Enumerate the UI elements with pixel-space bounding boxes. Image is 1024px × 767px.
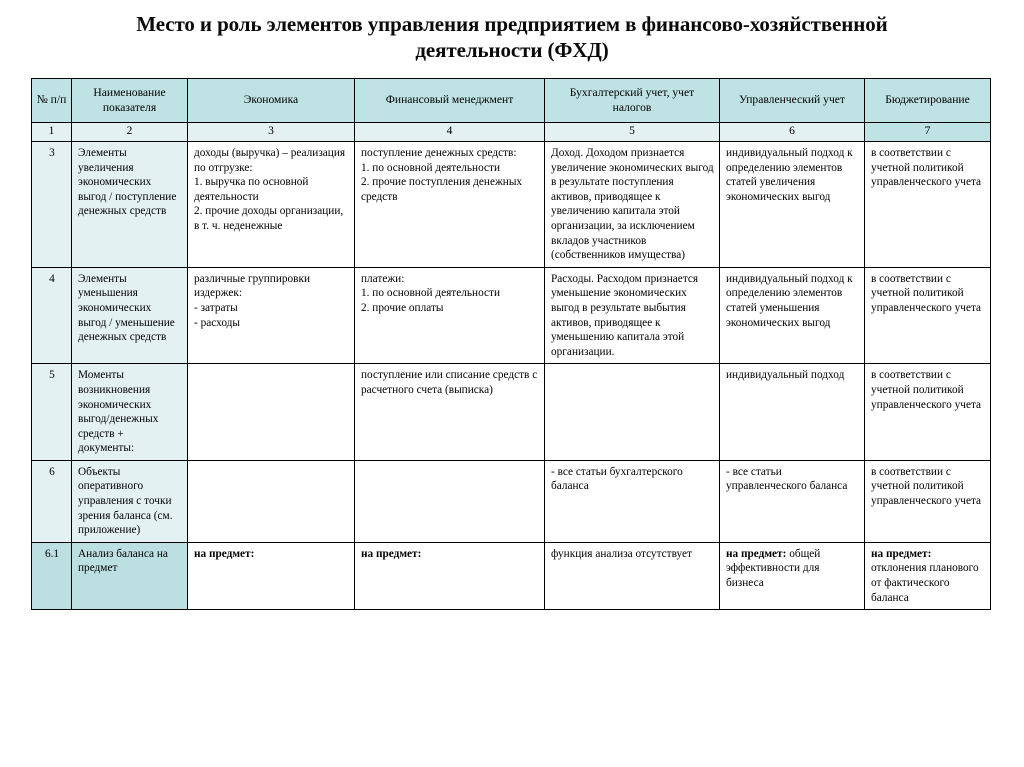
column-header-accounting: Бухгалтерский учет, учет налогов — [545, 79, 720, 123]
comparison-table-container — [31, 78, 990, 610]
cell-accounting: функция анализа отсутствует — [545, 542, 720, 609]
cell-finance: поступление денежных средств: 1. по основной деятельности 2. прочие поступления денежных средств — [355, 142, 545, 268]
cell-economics: различные группировки издержек: - затраты - расходы — [188, 267, 355, 364]
cell-management: индивидуальный подход — [720, 364, 865, 461]
cell-budgeting: в соответствии с учетной политикой управленческого учета — [865, 364, 991, 461]
column-header-index: № п/п — [32, 79, 72, 123]
column-number-2: 2 — [72, 123, 188, 142]
cell-budgeting: на предмет: отклонения планового от фактического баланса — [865, 542, 991, 609]
cell-accounting: Расходы. Расходом признается уменьшение экономических выгод в результате выбытия активов, приводящее к уменьшению капитала этой организации. — [545, 267, 720, 364]
row-index: 4 — [32, 267, 72, 364]
comparison-table — [31, 78, 991, 610]
column-header-finance: Финансовый менеджмент — [355, 79, 545, 123]
column-number-3: 3 — [188, 123, 355, 142]
row-index: 3 — [32, 142, 72, 268]
column-number-4: 4 — [355, 123, 545, 142]
cell-budgeting: в соответствии с учетной политикой управленческого учета — [865, 142, 991, 268]
cell-finance: платежи: 1. по основной деятельности 2. прочие оплаты — [355, 267, 545, 364]
column-number-row — [32, 123, 991, 142]
row-name: Моменты возникновения экономических выгод/денежных средств + документы: — [72, 364, 188, 461]
row-name: Анализ баланса на предмет — [72, 542, 188, 609]
column-header-budgeting: Бюджетирование — [865, 79, 991, 123]
row-index: 6 — [32, 460, 72, 542]
cell-economics — [188, 364, 355, 461]
column-number-5: 5 — [545, 123, 720, 142]
cell-finance — [355, 460, 545, 542]
row-name: Элементы уменьшения экономических выгод / уменьшение денежных средств — [72, 267, 188, 364]
cell-management: - все статьи управленческого баланса — [720, 460, 865, 542]
cell-accounting: - все статьи бухгалтерского баланса — [545, 460, 720, 542]
cell-economics: доходы (выручка) – реализация по отгрузке: 1. выручка по основной деятельности 2. прочие доходы организации, в т. ч. неденежные — [188, 142, 355, 268]
table-row — [32, 142, 991, 268]
cell-management: индивидуальный подход к определению элементов статей уменьшения экономических выгод — [720, 267, 865, 364]
cell-budgeting: в соответствии с учетной политикой управленческого учета — [865, 460, 991, 542]
cell-economics — [188, 460, 355, 542]
table-row — [32, 364, 991, 461]
column-header-economics: Экономика — [188, 79, 355, 123]
row-index: 5 — [32, 364, 72, 461]
column-number-1: 1 — [32, 123, 72, 142]
cell-accounting: Доход. Доходом признается увеличение экономических выгод в результате поступления активов, приводящее к увеличению капитала этой организации, за исключением вкладов участников (собственников имущества) — [545, 142, 720, 268]
table-header-row — [32, 79, 991, 123]
column-number-6: 6 — [720, 123, 865, 142]
cell-finance: поступление или списание средств с расчетного счета (выписка) — [355, 364, 545, 461]
cell-economics: на предмет: — [188, 542, 355, 609]
table-row — [32, 460, 991, 542]
row-name: Элементы увеличения экономических выгод / поступление денежных средств — [72, 142, 188, 268]
column-header-management: Управленческий учет — [720, 79, 865, 123]
cell-budgeting: в соответствии с учетной политикой управленческого учета — [865, 267, 991, 364]
row-index: 6.1 — [32, 542, 72, 609]
cell-management: на предмет: общей эффективности для бизнеса — [720, 542, 865, 609]
table-row — [32, 542, 991, 609]
cell-management: индивидуальный подход к определению элементов статей увеличения экономических выгод — [720, 142, 865, 268]
column-header-name: Наименование показателя — [72, 79, 188, 123]
cell-accounting — [545, 364, 720, 461]
cell-finance: на предмет: — [355, 542, 545, 609]
column-number-7: 7 — [865, 123, 991, 142]
page-title: Место и роль элементов управления предприятием в финансово-хозяйственной деятельности (ФХД) — [136, 12, 888, 62]
row-name: Объекты оперативного управления с точки зрения баланса (см. приложение) — [72, 460, 188, 542]
table-row — [32, 267, 991, 364]
